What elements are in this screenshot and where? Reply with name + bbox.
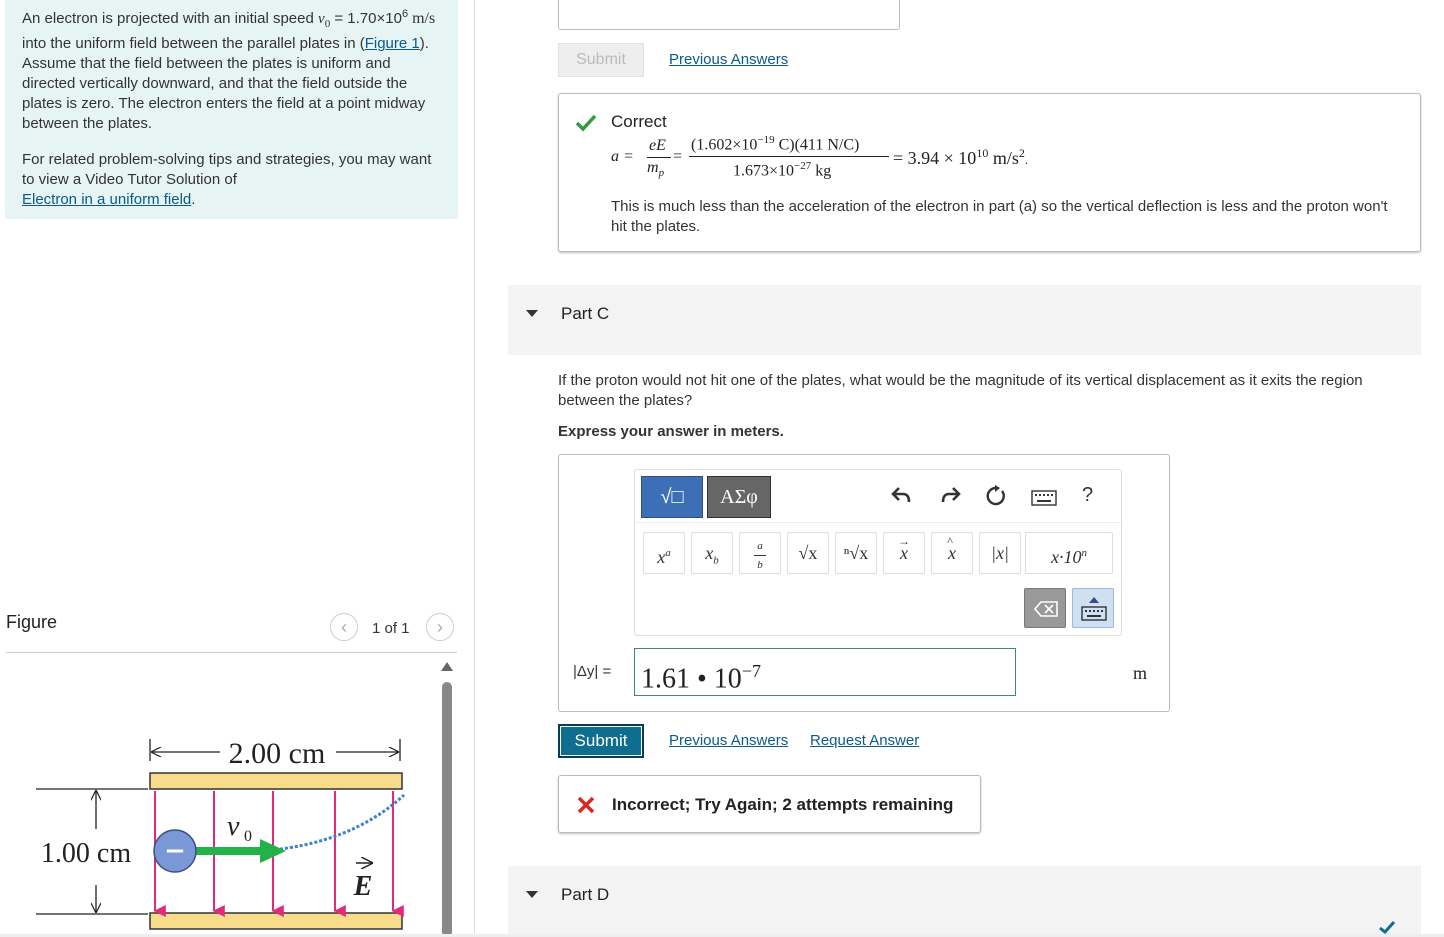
redo-icon[interactable] bbox=[941, 486, 961, 504]
problem-statement bbox=[5, 0, 458, 219]
part-c-question: If the proton would not hit one of the plates, what would be the magnitude of its vertical displacement as it exits the region between the plates? bbox=[558, 372, 1363, 409]
backspace-button[interactable] bbox=[1024, 588, 1066, 628]
undo-icon[interactable] bbox=[891, 486, 911, 504]
backspace-icon bbox=[1034, 601, 1058, 617]
correct-label: Correct bbox=[611, 112, 667, 131]
square-root-button[interactable]: √x bbox=[787, 532, 829, 574]
part-c-incorrect-feedback bbox=[558, 775, 981, 833]
part-b-previous-answers-link[interactable]: Previous Answers bbox=[669, 51, 789, 68]
absolute-value-button[interactable]: |x| bbox=[979, 532, 1021, 574]
templates-tab[interactable]: √□ bbox=[641, 476, 703, 518]
height-dimension bbox=[36, 789, 148, 914]
answer-input[interactable]: 1.61 • $10^{-7}$ bbox=[634, 648, 1016, 696]
nth-root-button[interactable]: ⁿ√x bbox=[835, 532, 877, 574]
velocity-sub: 0 bbox=[244, 828, 252, 845]
part-c-submit-button[interactable]: Submit bbox=[558, 724, 644, 758]
keyboard-icon[interactable] bbox=[1031, 490, 1057, 506]
scientific-notation-button[interactable]: $x\cdot 10^n$ bbox=[1025, 532, 1113, 574]
part-b-submit-button[interactable]: Submit bbox=[558, 43, 644, 77]
problem-text: An electron is projected with an initial speed $v_0 = 1.70\times 10^6$ m/s into the uniform field between the parallel plates in (Figure 1). Assume that the field between the plates is uniform and directed vertically downward, and that the field outside the plates is zero. The electron enters the field at a point midway between the plates. bbox=[22, 8, 436, 132]
panel-divider bbox=[474, 0, 475, 937]
figure-prev-button[interactable] bbox=[330, 613, 358, 641]
answer-label: |Δy| = bbox=[573, 663, 612, 680]
chevron-left-icon: ‹ bbox=[341, 617, 347, 637]
virtual-keyboard-toggle[interactable] bbox=[1072, 588, 1114, 628]
unit-vector-button[interactable]: ^ x bbox=[931, 532, 973, 574]
incorrect-message: Incorrect; Try Again; 2 attempts remaining bbox=[612, 795, 954, 814]
checkmark-icon bbox=[1378, 920, 1396, 934]
reset-icon[interactable] bbox=[985, 485, 1007, 507]
correct-explanation: This is much less than the acceleration of the electron in part (a) so the vertical deflection is less and the proton won't hit the plates. bbox=[611, 198, 1388, 235]
part-c-previous-answers-link[interactable]: Previous Answers bbox=[669, 732, 789, 749]
tips-text: For related problem-solving tips and strategies, you may want to view a Video Tutor Solution of Electron in a uniform field. bbox=[22, 151, 432, 208]
figure-1-link[interactable]: Figure 1 bbox=[364, 35, 420, 52]
velocity-label: v bbox=[227, 811, 240, 842]
part-b-answer-field[interactable] bbox=[558, 0, 900, 30]
figure-next-button[interactable] bbox=[426, 613, 454, 641]
request-answer-link[interactable]: Request Answer bbox=[810, 732, 920, 749]
field-label: E bbox=[353, 871, 373, 902]
greek-symbols-tab[interactable]: ΑΣφ bbox=[707, 476, 771, 518]
acceleration-equation: a = eE $m_p$ = ($1.602\times 10^{-19}$ C)(411 N/C) $1.673\times 10^{-27}$ kg = $3.94 \times 10^{10}$ $m/s^2$. bbox=[611, 134, 1029, 180]
bottom-plate bbox=[150, 913, 402, 929]
math-toolbar bbox=[634, 469, 1122, 636]
cross-icon bbox=[577, 796, 595, 814]
fraction-button[interactable]: a b bbox=[739, 532, 781, 574]
help-button[interactable]: ? bbox=[1082, 484, 1094, 506]
keyboard-toggle-icon bbox=[1081, 595, 1107, 623]
trajectory-path bbox=[260, 795, 404, 851]
video-tutor-link[interactable]: Electron in a uniform field bbox=[22, 191, 192, 208]
part-b-correct-feedback bbox=[558, 93, 1421, 252]
vector-button[interactable]: → x bbox=[883, 532, 925, 574]
top-plate bbox=[150, 773, 402, 789]
electron-sign: − bbox=[164, 836, 186, 866]
figure-title: Figure bbox=[6, 612, 58, 632]
part-c-header[interactable] bbox=[508, 285, 1421, 355]
part-c-title: Part C bbox=[561, 304, 610, 323]
part-d-title: Part D bbox=[561, 885, 610, 904]
checkmark-icon bbox=[575, 114, 597, 132]
collapse-caret-icon[interactable] bbox=[526, 310, 538, 317]
superscript-button[interactable]: $x^a$ bbox=[643, 532, 685, 574]
scroll-up-arrow[interactable] bbox=[441, 662, 453, 671]
part-c-instruction: Express your answer in meters. bbox=[558, 423, 784, 440]
figure-divider bbox=[6, 652, 457, 653]
collapse-caret-icon[interactable] bbox=[526, 891, 538, 898]
width-dimension bbox=[150, 737, 400, 770]
width-label: 2.00 cm bbox=[228, 737, 326, 770]
figure-page-indicator: 1 of 1 bbox=[372, 620, 410, 637]
figure-diagram bbox=[20, 725, 420, 937]
height-label: 1.00 cm bbox=[40, 838, 132, 869]
part-d-header[interactable] bbox=[508, 866, 1421, 937]
answer-unit: m bbox=[1133, 663, 1148, 683]
figure-scrollbar[interactable] bbox=[442, 682, 452, 937]
part-c-answer-box bbox=[558, 454, 1170, 712]
subscript-button[interactable]: $x_b$ bbox=[691, 532, 733, 574]
chevron-right-icon: › bbox=[437, 617, 443, 637]
